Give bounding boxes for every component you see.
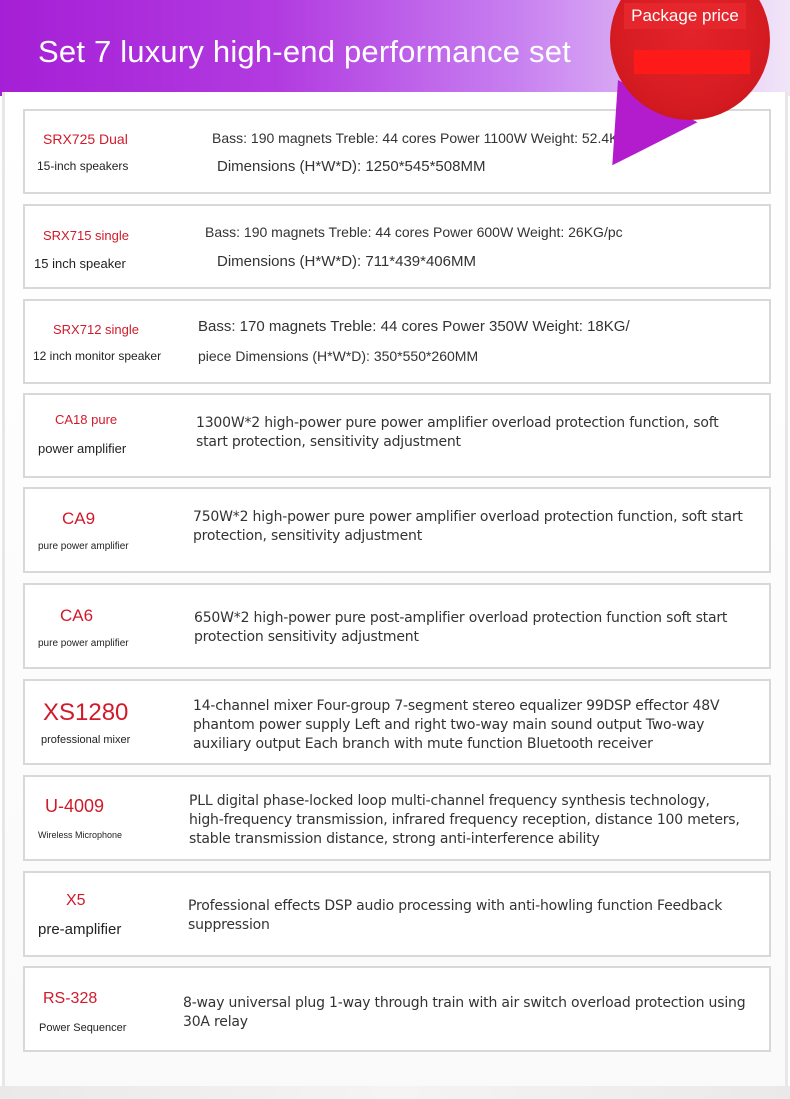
item-model: XS1280 bbox=[43, 699, 129, 726]
item-type: Power Sequencer bbox=[39, 1022, 127, 1034]
badge-label: Package price bbox=[624, 3, 746, 29]
item-type: Wireless Microphone bbox=[38, 830, 123, 840]
list-item bbox=[23, 583, 771, 669]
item-model: SRX712 single bbox=[53, 322, 139, 337]
list-item bbox=[23, 204, 771, 289]
item-type: pure power amplifier bbox=[38, 638, 129, 649]
list-item bbox=[23, 393, 771, 478]
item-description: 650W*2 high-power pure post-amplifier overload protection function soft start protection sensitivity adjustment bbox=[194, 610, 728, 645]
item-model: SRX715 single bbox=[43, 228, 129, 243]
item-type: power amplifier bbox=[38, 441, 127, 456]
item-model: X5 bbox=[66, 892, 86, 909]
item-model: RS-328 bbox=[43, 990, 98, 1007]
list-item bbox=[23, 966, 771, 1052]
item-description: 1300W*2 high-power pure power amplifier overload protection function, soft start protection, sensitivity adjustment bbox=[196, 415, 719, 450]
item-spec: Dimensions (H*W*D): 1250*545*508MM bbox=[217, 158, 486, 175]
item-description: PLL digital phase-locked loop multi-channel frequency synthesis technology, high-frequency transmission, infrared frequency reception, distance 100 meters, stable transmission distance, strong anti-interference ability bbox=[189, 793, 740, 847]
page-title: Set 7 luxury high-end performance set bbox=[38, 34, 571, 69]
item-type: 15-inch speakers bbox=[37, 159, 129, 173]
item-model: CA6 bbox=[60, 606, 94, 625]
item-description: 14-channel mixer Four-group 7-segment stereo equalizer 99DSP effector 48V phantom power supply Left and right two-way main sound output Two-way auxiliary output Each branch with mute function Bluetooth receiver bbox=[193, 698, 720, 752]
item-spec: Bass: 190 magnets Treble: 44 cores Power 600W Weight: 26KG/pc bbox=[205, 224, 623, 240]
item-model: CA18 pure bbox=[55, 412, 118, 427]
item-spec: Dimensions (H*W*D): 711*439*406MM bbox=[217, 253, 476, 270]
bottom-band bbox=[0, 1086, 790, 1099]
item-model: SRX725 Dual bbox=[43, 131, 128, 147]
list-item bbox=[23, 775, 771, 861]
item-type: 15 inch speaker bbox=[34, 256, 126, 271]
list-item bbox=[23, 871, 771, 957]
price-badge bbox=[590, 0, 790, 200]
item-type: professional mixer bbox=[41, 734, 131, 746]
badge-price-box bbox=[634, 50, 750, 74]
list-item bbox=[23, 487, 771, 573]
list-item bbox=[23, 299, 771, 384]
item-description: 750W*2 high-power pure power amplifier overload protection function, soft start protection, sensitivity adjustment bbox=[193, 509, 743, 544]
list-item bbox=[23, 679, 771, 765]
item-model: CA9 bbox=[62, 509, 96, 528]
item-model: U-4009 bbox=[45, 796, 105, 816]
item-spec: Bass: 170 magnets Treble: 44 cores Power 350W Weight: 18KG/ bbox=[198, 318, 630, 335]
item-type: pure power amplifier bbox=[38, 541, 129, 552]
item-spec: piece Dimensions (H*W*D): 350*550*260MM bbox=[198, 348, 479, 364]
item-description: Professional effects DSP audio processing with anti-howling function Feedback suppression bbox=[188, 898, 723, 933]
item-type: 12 inch monitor speaker bbox=[33, 349, 162, 363]
item-type: pre-amplifier bbox=[38, 921, 122, 938]
item-spec: Bass: 190 magnets Treble: 44 cores Power 1100W Weight: 52.4KG/pc bbox=[212, 130, 649, 146]
item-description: 8-way universal plug 1-way through train with air switch overload protection using 30A relay bbox=[183, 995, 746, 1030]
